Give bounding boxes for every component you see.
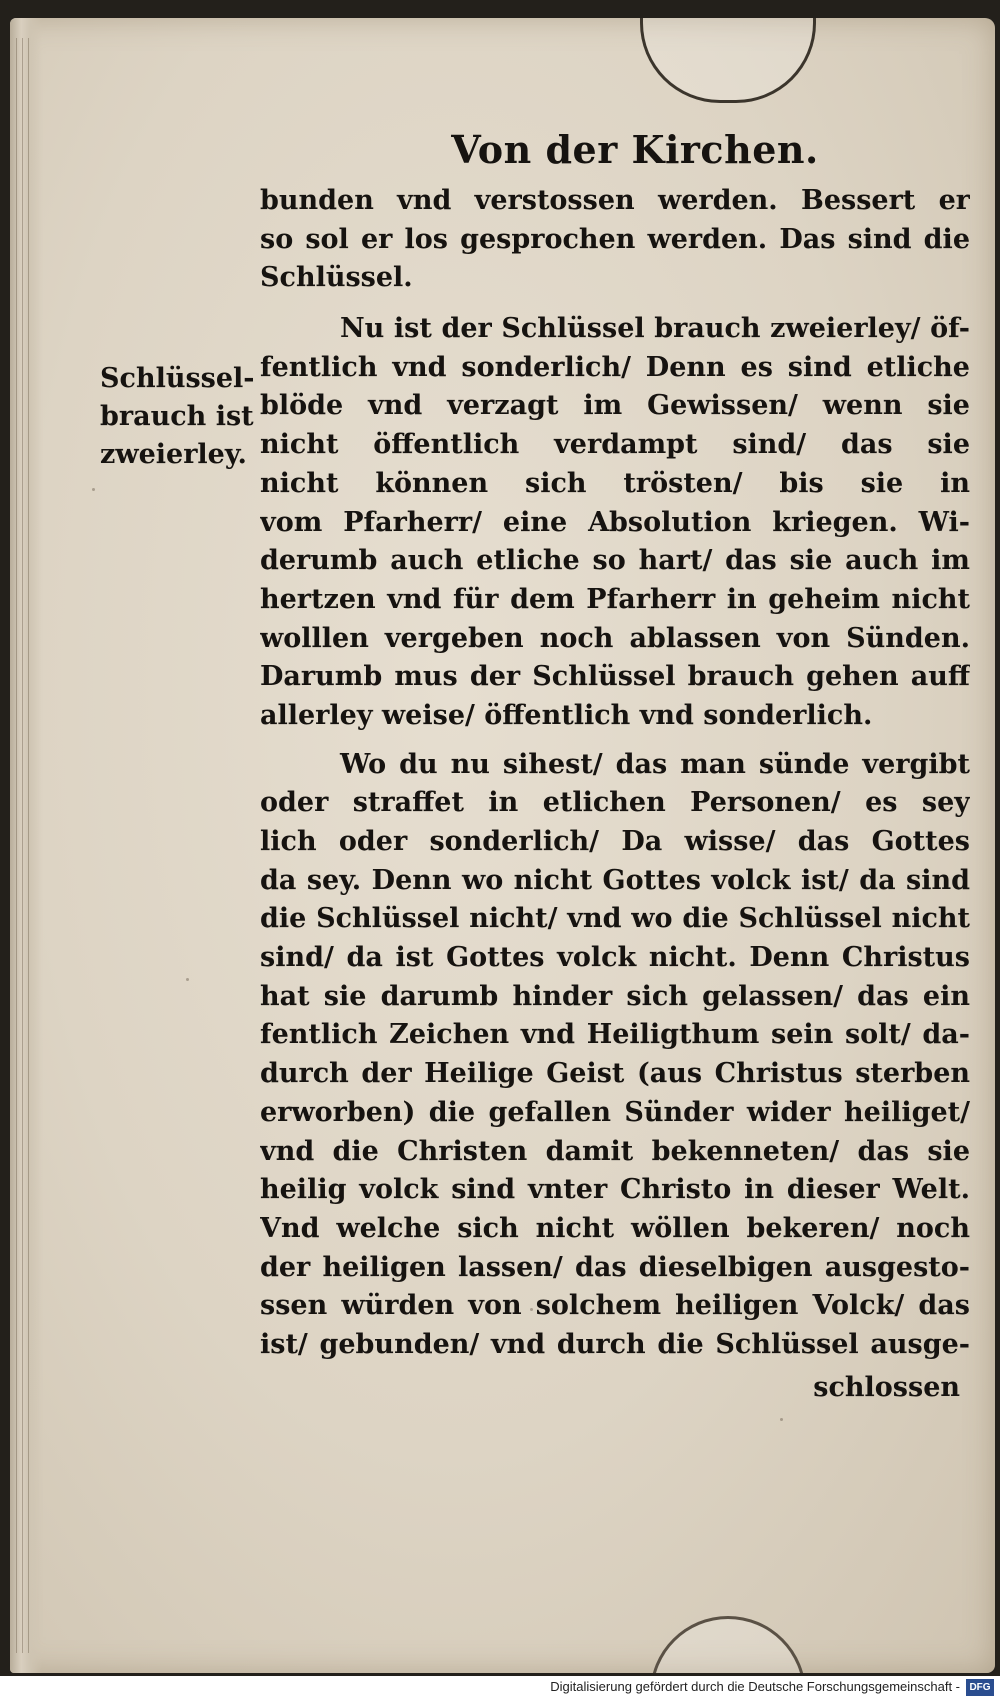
text-line: lich oder sonderlich/ Da wisse/ das Gottes bbox=[260, 826, 970, 857]
paragraph-1 bbox=[260, 182, 970, 298]
funding-credit: Digitalisierung gefördert durch die Deutsche Forschungsgemeinschaft - bbox=[550, 1679, 960, 1694]
book-page bbox=[10, 18, 995, 1673]
text-line: Schlüssel. bbox=[260, 262, 413, 294]
text-line: vnd die Christen damit bekenneten/ das sie bbox=[260, 1135, 970, 1167]
text-line: hertzen vnd für dem Pfarherr in geheim nicht bbox=[260, 583, 970, 615]
text-line: der heiligen lassen/ das dieselbigen ausgesto- bbox=[260, 1251, 970, 1283]
text-line: ist/ gebunden/ vnd durch die Schlüssel ausge- bbox=[260, 1328, 970, 1360]
text-line: Wo du nu sihest/ das man sünde vergibt bbox=[340, 748, 970, 780]
paragraph-2 bbox=[260, 310, 970, 736]
text-line: wolllen vergeben noch ablassen von Sünden. bbox=[260, 622, 970, 654]
text-line: hat sie darumb hinder sich gelassen/ das ein bbox=[260, 980, 970, 1012]
page-gutter-edge bbox=[10, 18, 42, 1673]
text-line: oder straffet in etlichen Personen/ es sey bbox=[260, 787, 970, 819]
text-block bbox=[260, 126, 970, 1407]
text-line: vom Pfarherr/ eine Absolution kriegen. Wi- bbox=[260, 506, 970, 538]
text-line: Nu ist der Schlüssel brauch zweierley/ öf- bbox=[340, 313, 970, 345]
text-line: allerley weise/ öffentlich vnd sonderlich. bbox=[260, 699, 873, 731]
marginal-note-line: brauch ist bbox=[100, 401, 254, 432]
text-line: sind/ da ist Gottes volck nicht. Denn Christus bbox=[260, 942, 970, 974]
text-line: durch der Heilige Geist (aus Christus sterben bbox=[260, 1058, 970, 1090]
text-line: nicht können sich trösten/ bis sie in bbox=[260, 467, 970, 499]
text-line: da sey. Denn wo nicht Gottes volck ist/ da sind bbox=[260, 864, 970, 896]
text-line: Darumb mus der Schlüssel brauch gehen auff bbox=[260, 661, 970, 693]
paper-clip-top bbox=[640, 18, 816, 103]
text-line: so sol er los gesprochen werden. Das sind die bbox=[260, 223, 970, 255]
text-line: fentlich vnd sonderlich/ Denn es sind etliche bbox=[260, 351, 970, 383]
text-line: nicht öffentlich verdampt sind/ das sie bbox=[260, 429, 970, 461]
text-line: fentlich Zeichen vnd Heiligthum sein solt/ da- bbox=[260, 1019, 970, 1051]
digitization-footer bbox=[0, 1676, 1000, 1700]
text-line: Vnd welche sich nicht wöllen bekeren/ noch bbox=[260, 1212, 970, 1244]
catchword: schlossen bbox=[813, 1371, 960, 1403]
marginal-note-line: Schlüssel- bbox=[100, 363, 255, 394]
running-head: Von der Kirchen. bbox=[451, 127, 819, 172]
paper-clip-bottom bbox=[650, 1616, 806, 1673]
text-line: ssen würden von solchem heiligen Volck/ das bbox=[260, 1290, 970, 1322]
paragraph-3 bbox=[260, 746, 970, 1365]
dfg-logo-icon: DFG bbox=[966, 1679, 994, 1696]
marginal-note bbox=[100, 360, 260, 474]
text-line: bunden vnd verstossen werden. Bessert er bbox=[260, 185, 970, 216]
text-line: erworben) die gefallen Sünder wider heiliget/ bbox=[260, 1096, 970, 1128]
text-line: derumb auch etliche so hart/ das sie auch im bbox=[260, 545, 970, 577]
text-line: heilig volck sind vnter Christo in dieser Welt. bbox=[260, 1174, 970, 1206]
marginal-note-line: zweierley. bbox=[100, 439, 247, 470]
text-line: blöde vnd verzagt im Gewissen/ wenn sie bbox=[260, 390, 970, 422]
text-line: die Schlüssel nicht/ vnd wo die Schlüssel nicht bbox=[260, 903, 970, 935]
